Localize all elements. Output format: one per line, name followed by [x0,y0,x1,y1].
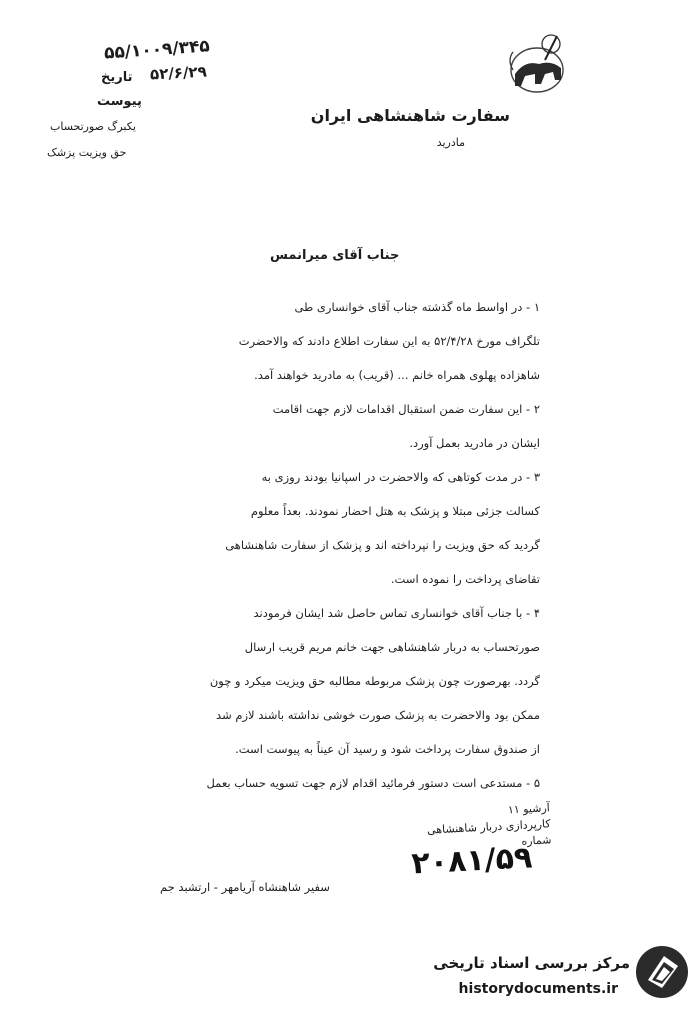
stamp-number: ۲۰۸۱/۵۹ [410,840,534,882]
archive-stamp [405,801,555,903]
salutation: جناب آقای میرانمس [270,248,400,263]
attachment-line-1: یکبرگ صورتحساب [50,120,136,133]
body-line: گردد. بهرصورت چون پزشک مربوطه مطالبه حق ویزیت میکرد و چون [209,674,540,688]
body-line: تلگراف مورخ ۵۲/۴/۲۸ به این سفارت اطلاع دادند که والاحضرت [238,334,540,348]
body-line: صورتحساب به دربار شاهنشاهی جهت خانم مریم قریب ارسال [244,640,540,654]
attachment-line-2: حق ویزیت پزشک [47,146,127,159]
stamp-line: آرشیو ۱۱ [507,801,551,817]
footer-title: مرکز بررسی اسناد تاریخی [433,954,630,972]
attachment-label: پیوست [97,94,142,109]
footer-watermark [413,930,698,1006]
embassy-name: سفارت شاهنشاهی ایران [310,106,510,125]
stamp-line: کارپردازی دربار شاهنشاهی [426,817,551,837]
body-line: تقاضای پرداخت را نموده است. [390,572,540,586]
body-line: کسالت جزئی مبتلا و پزشک به هتل احضار نمودند. بعداً معلوم [250,504,540,518]
body-line: شاهزاده پهلوی همراه خانم ... (قریب) به مادرید خواهند آمد. [254,368,540,382]
stamp-line: شماره [521,833,552,848]
body-line: از صندوق سفارت پرداخت شود و رسید آن عیناً به پیوست است. [235,742,540,756]
ambassador-signature: سفیر شاهنشاه آریامهر - ارتشبد جم [160,880,330,894]
reference-date: ۵۲/۶/۲۹ [149,62,208,84]
lion-and-sun-emblem-icon [505,30,575,94]
body-line: ۴ - با جناب آقای خوانساری تماس حاصل شد ایشان فرمودند [253,606,540,620]
body-line: ۵ - مستدعی است دستور فرمائید اقدام لازم جهت تسویه حساب بعمل [206,776,540,790]
body-line: ۲ - این سفارت ضمن استقبال اقدامات لازم جهت اقامت [272,402,540,416]
body-line: ممکن بود والاحضرت به پزشک صورت خوشی نداشته باشند لازم شد [216,708,540,722]
date-label: تاریخ [101,70,133,85]
body-line: ۱ - در اواسط ماه گذشته جناب آقای خوانساری طی [294,300,540,314]
document-archive-logo-icon [634,944,690,1000]
embassy-city: مادرید [436,136,465,149]
footer-url: historydocuments.ir [458,981,618,997]
body-line: گردید که حق ویزیت را نپرداخته اند و پزشک از سفارت شاهنشاهی [225,538,540,552]
body-line: ۳ - در مدت کوتاهی که والاحضرت در اسپانیا بودند روزی به [261,470,540,484]
body-line: ایشان در مادرید بعمل آورد. [409,436,540,450]
reference-number: ۵۵/۱۰۰۹/۳۴۵ [103,36,211,64]
